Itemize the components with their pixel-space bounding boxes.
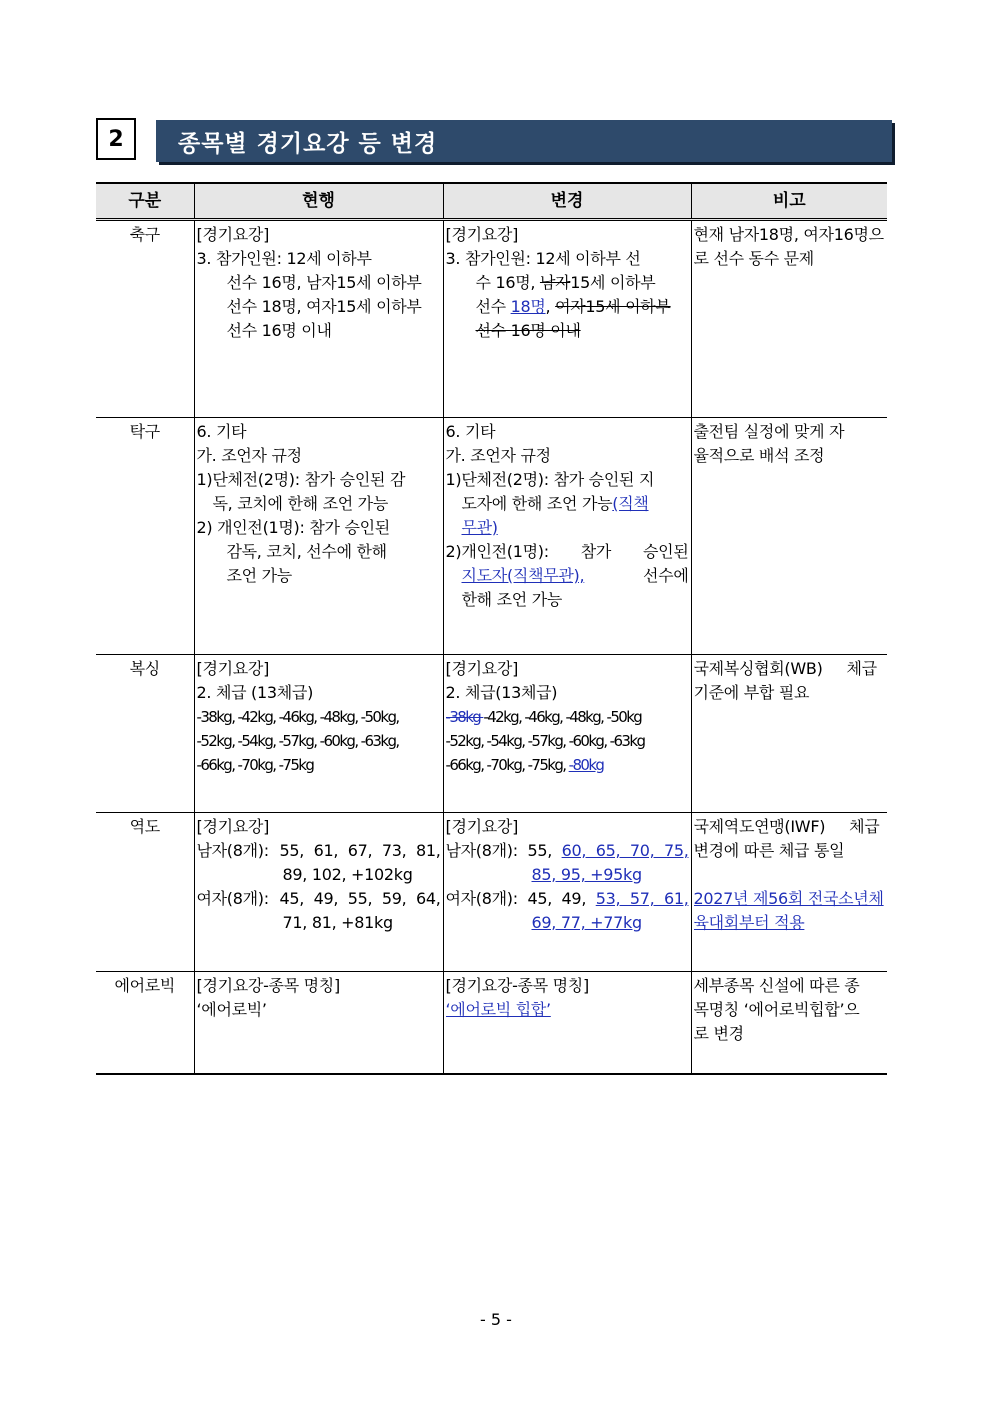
text-line: 기준에 부합 필요 [693, 683, 810, 702]
text-line [446, 564, 689, 588]
text-line: 한해 조언 가능 [461, 590, 563, 609]
text-line: [경기요강] [196, 659, 270, 678]
added-text: 무관) [461, 518, 498, 537]
changed-cell [443, 972, 691, 1074]
text-line: 71, 81, +81kg [282, 913, 393, 932]
text-line: -52kg, -54kg, -57kg, -60kg, -63kg, [196, 732, 399, 750]
text-run: 55, [527, 841, 552, 860]
text-run: 선수에 [643, 566, 689, 585]
text-run: 도자에 한해 조언 가능 [461, 494, 613, 513]
added-text: 53, 57, 61, [595, 889, 689, 908]
text-line: 89, 102, +102kg [282, 865, 413, 884]
text-line [694, 911, 886, 935]
text-line [446, 492, 689, 516]
text-line: 로 변경 [693, 1024, 744, 1043]
header-current: 현행 [194, 183, 443, 220]
header-note: 비고 [691, 183, 887, 220]
text-line: 율적으로 배석 조정 [693, 446, 825, 465]
text-run: 여자(8개): [445, 889, 518, 908]
text-line: 출전팀 실정에 맞게 자 [693, 422, 845, 441]
note-cell [691, 813, 887, 972]
text-line: 6. 기타 [445, 422, 496, 441]
text-line: 6. 기타 [196, 422, 247, 441]
page-number: - 5 - [480, 1310, 512, 1329]
note-cell [691, 418, 887, 655]
text-line [446, 887, 689, 911]
category-cell: 역도 [96, 813, 194, 972]
text-line: [경기요강] [196, 225, 270, 244]
text-line: ‘에어로빅’ [196, 1000, 267, 1019]
text-line: 선수 16명 이내 [226, 321, 332, 340]
current-cell [194, 220, 443, 418]
text-line: 세부종목 신설에 따른 종 [693, 976, 860, 995]
change-table [96, 182, 887, 1075]
added-text: 69, 77, +77kg [531, 913, 642, 932]
text-line: [경기요강] [196, 817, 270, 836]
text-line [446, 271, 689, 295]
deleted-text: 여자15세 이하부 [555, 297, 671, 316]
text-run: 참가 [580, 542, 612, 561]
deleted-text: 선수 16명 이내 [475, 321, 581, 340]
row-aerobics [96, 972, 887, 1074]
text-line [446, 753, 689, 777]
text-line: [경기요강] [445, 659, 519, 678]
text-line [197, 839, 441, 863]
text-run: 수 16명, [475, 273, 540, 292]
row-boxing [96, 655, 887, 813]
note-cell [691, 655, 887, 813]
text-line: 국제복싱협회(WB) 체급 [693, 659, 877, 678]
text-run: 2)개인전(1명): [445, 542, 549, 561]
text-line: 1)단체전(2명): 참가 승인된 감 [196, 470, 406, 489]
text-run: 승인된 [643, 542, 689, 561]
text-line [694, 887, 886, 911]
text-line: 로 선수 동수 문제 [693, 249, 814, 268]
changed-cell [443, 418, 691, 655]
text-line: [경기요강-종목 명칭] [445, 976, 589, 995]
text-line: 현재 남자18명, 여자16명으 [693, 225, 884, 244]
header-row [96, 183, 887, 220]
text-line: 변경에 따른 체급 통일 [693, 841, 845, 860]
added-text: 지도자(직책무관), [461, 566, 585, 585]
changed-cell [443, 655, 691, 813]
text-line: 독, 코치에 한해 조언 가능 [212, 494, 388, 513]
text-line: 3. 참가인원: 12세 이하부 선 [445, 249, 641, 268]
text-line [197, 887, 441, 911]
current-cell [194, 655, 443, 813]
text-line: 가. 조언자 규정 [196, 446, 302, 465]
note-cell [691, 220, 887, 418]
text-line [446, 295, 689, 319]
text-line: 선수 18명, 여자15세 이하부 [226, 297, 422, 316]
added-text: -80kg [568, 756, 604, 774]
added-text: 18명 [510, 297, 546, 316]
added-text: 85, 95, +95kg [531, 865, 642, 884]
text-line: 국제역도연맹(IWF) 체급 [693, 817, 880, 836]
header-category: 구분 [96, 183, 194, 220]
text-run: , [545, 297, 556, 316]
text-line: 1)단체전(2명): 참가 승인된 지 [445, 470, 655, 489]
row-soccer [96, 220, 887, 418]
text-line: [경기요강] [445, 225, 519, 244]
current-cell [194, 418, 443, 655]
row-weightlifting [96, 813, 887, 972]
category-cell: 탁구 [96, 418, 194, 655]
text-run: 선수 [475, 297, 511, 316]
text-run: 55, 61, 67, 73, 81, [279, 841, 441, 860]
text-line: 3. 참가인원: 12세 이하부 [196, 249, 372, 268]
text-line: 목명칭 ‘에어로빅힙합’으 [693, 1000, 860, 1019]
added-text: 2027년 제56회 전국소년체 [693, 889, 884, 908]
current-cell [194, 813, 443, 972]
added-text: ‘에어로빅 힙합’ [445, 1000, 551, 1019]
section-header [96, 118, 892, 164]
text-line [446, 998, 689, 1022]
deleted-text: -38kg [445, 708, 484, 726]
text-run: 여자(8개): [196, 889, 269, 908]
text-line: 선수 16명, 남자15세 이하부 [226, 273, 422, 292]
text-line: -66kg, -70kg, -75kg [196, 756, 314, 774]
section-title: 종목별 경기요강 등 변경 [156, 120, 892, 162]
text-line: -52kg, -54kg, -57kg, -60kg, -63kg [445, 732, 645, 750]
text-line: [경기요강-종목 명칭] [196, 976, 340, 995]
current-cell [194, 972, 443, 1074]
text-line: 감독, 코치, 선수에 한해 [226, 542, 387, 561]
text-run: 남자(8개): [445, 841, 518, 860]
text-line [446, 863, 689, 887]
header-changed: 변경 [443, 183, 691, 220]
changed-cell [443, 220, 691, 418]
text-line: 가. 조언자 규정 [445, 446, 551, 465]
text-run: -42kg, -46kg, -48kg, -50kg [483, 708, 642, 726]
text-line: 조언 가능 [226, 566, 292, 585]
deleted-text: 남자 [539, 273, 571, 292]
text-run: 15세 이하부 [570, 273, 656, 292]
text-run: 45, 49, [527, 889, 587, 908]
text-line: 2. 체급 (13체급) [196, 683, 314, 702]
note-cell [691, 972, 887, 1074]
category-cell: 에어로빅 [96, 972, 194, 1074]
text-line: -38kg, -42kg, -46kg, -48kg, -50kg, [196, 708, 399, 726]
spacer-line [694, 863, 886, 887]
text-line: 2) 개인전(1명): 참가 승인된 [196, 518, 390, 537]
row-table-tennis [96, 418, 887, 655]
text-run: -66kg, -70kg, -75kg, [445, 756, 569, 774]
text-line: 2. 체급(13체급) [445, 683, 558, 702]
text-line: [경기요강] [445, 817, 519, 836]
added-text: 60, 65, 70, 75, [561, 841, 689, 860]
added-text: 육대회부터 적용 [693, 913, 805, 932]
category-cell: 축구 [96, 220, 194, 418]
text-line [446, 705, 689, 729]
category-cell: 복싱 [96, 655, 194, 813]
section-number: 2 [96, 118, 136, 160]
text-line [446, 911, 689, 935]
changed-cell [443, 813, 691, 972]
text-run: 45, 49, 55, 59, 64, [279, 889, 441, 908]
text-line [446, 839, 689, 863]
text-line [446, 540, 689, 564]
text-run: 남자(8개): [196, 841, 269, 860]
added-text: (직책 [612, 494, 649, 513]
